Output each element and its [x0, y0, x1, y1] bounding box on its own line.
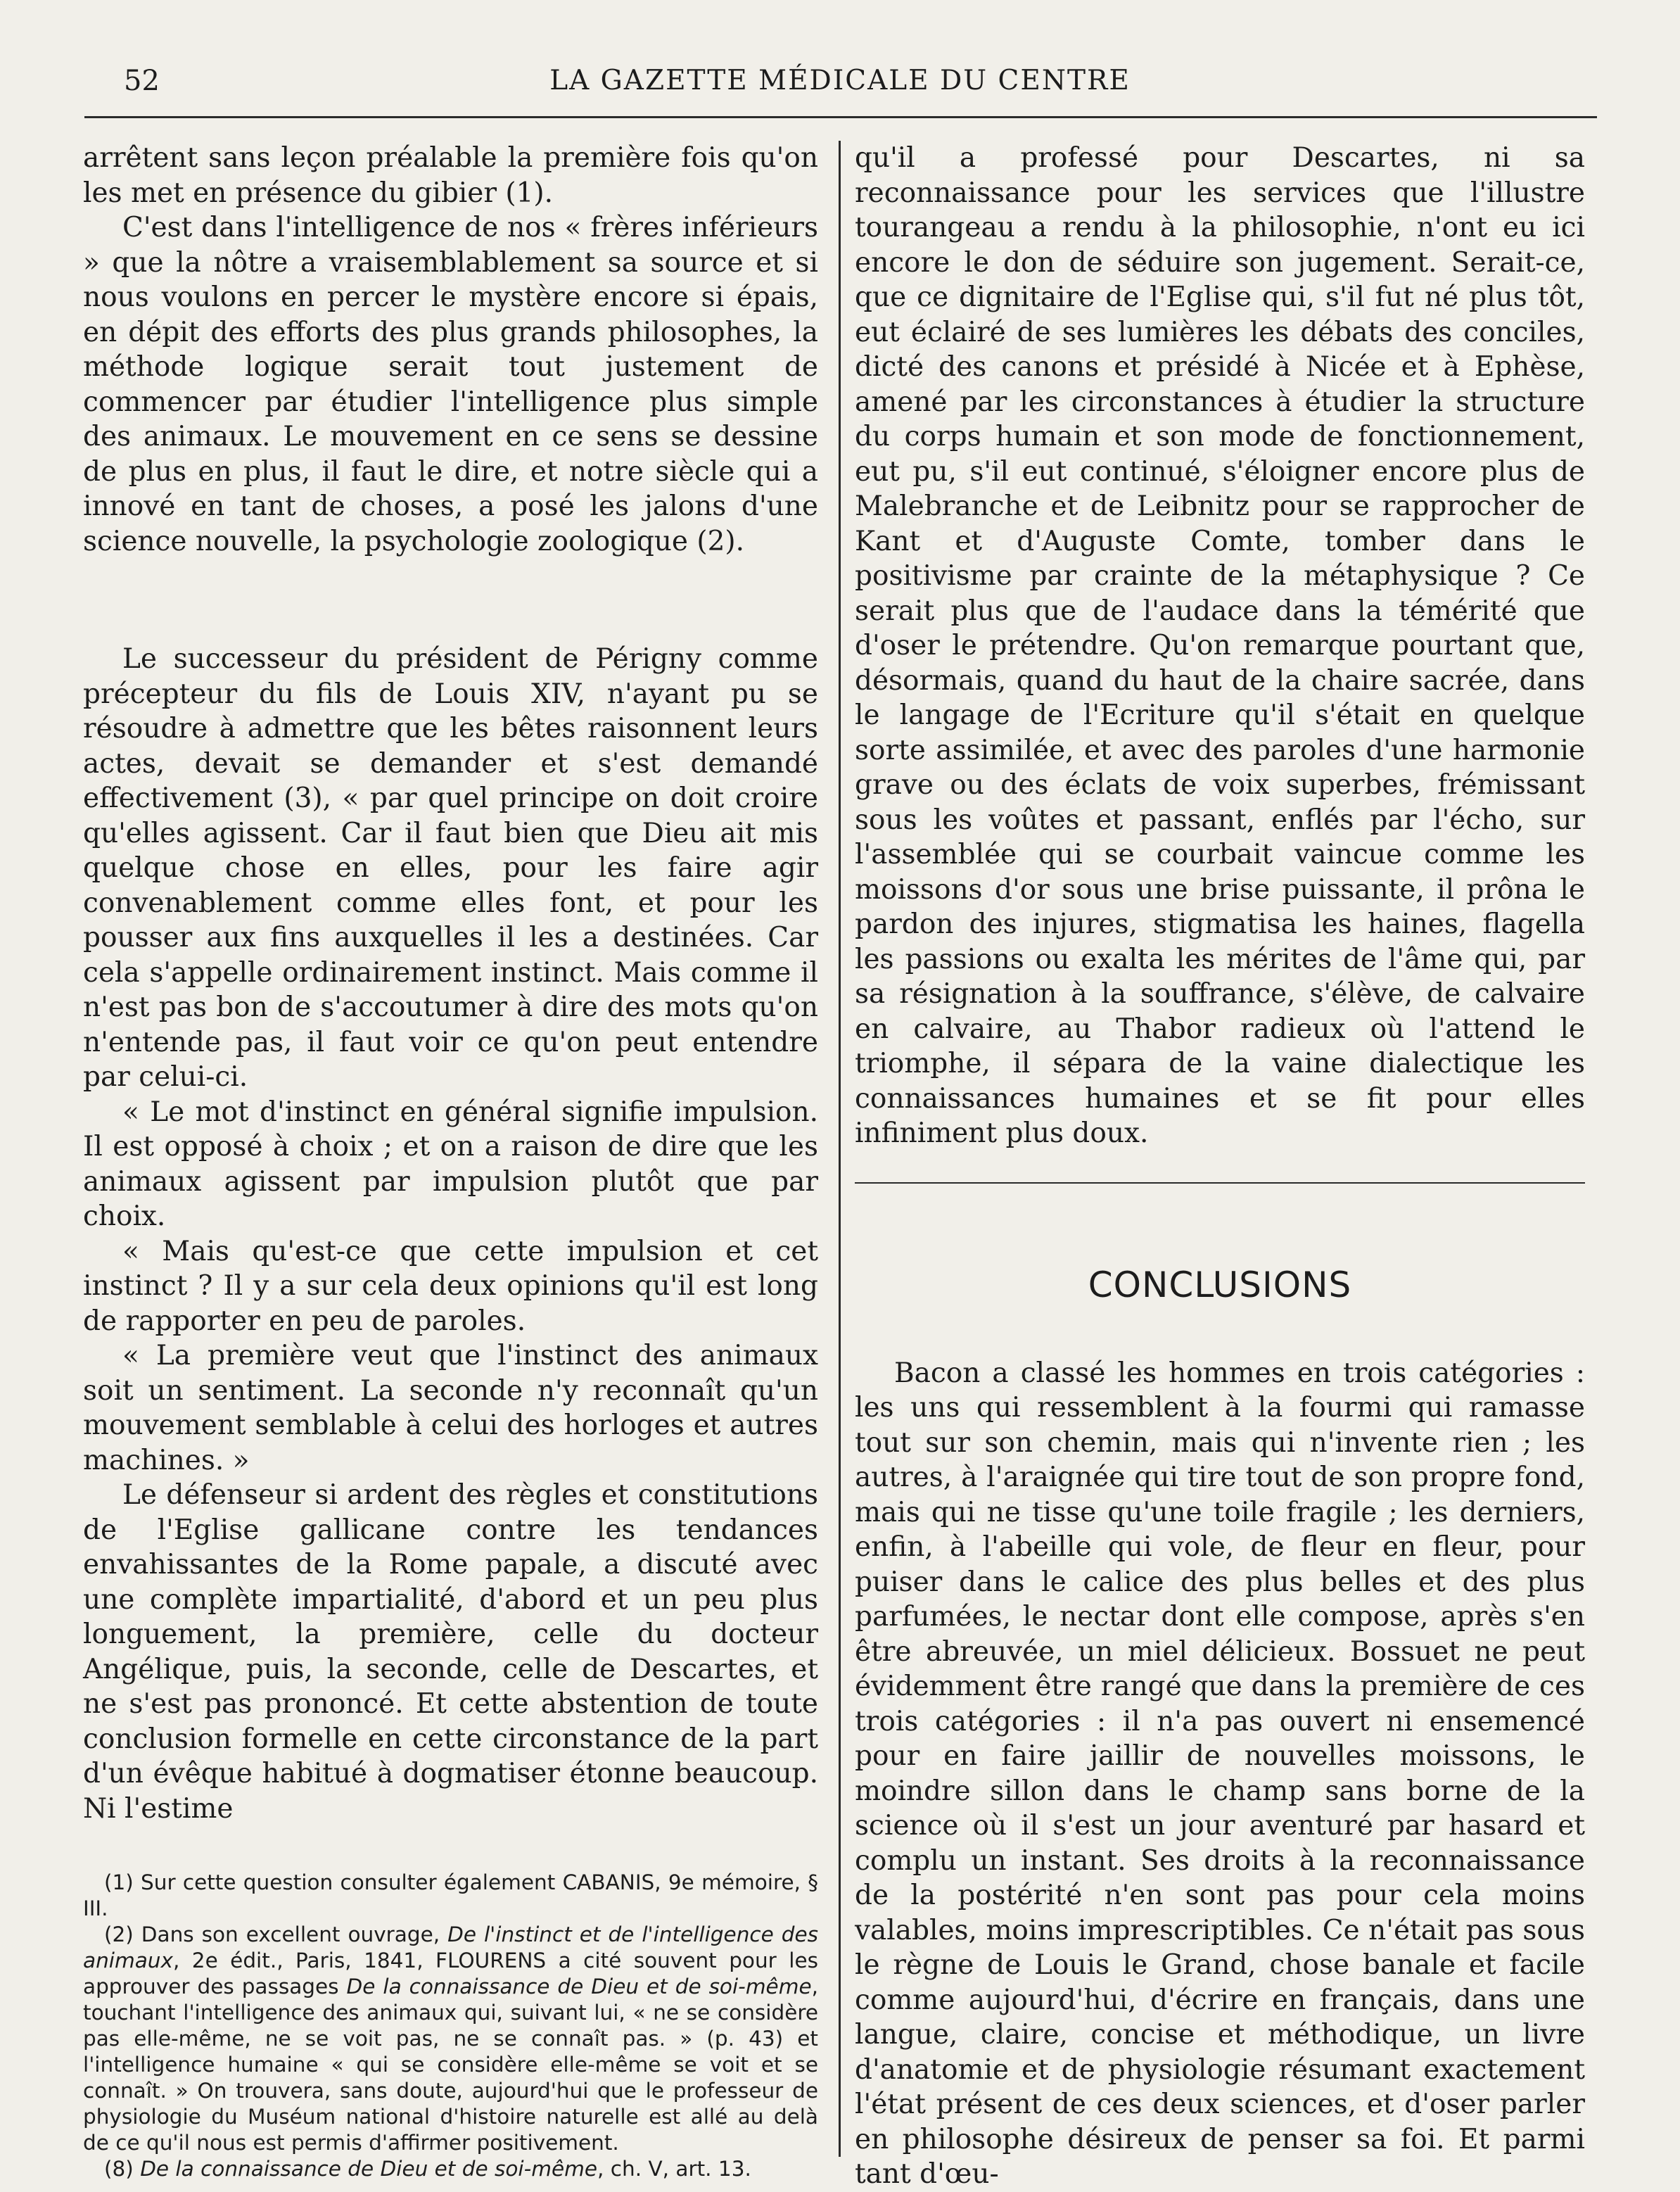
- paragraph: Bacon a classé les hommes en trois catégories : les uns qui ressemblent à la fourmi qui ramasse tout sur son chemin, mais qui n'invente rien ; les autres, à l'araignée qui tire tout de son propre fond, mais qui ne tisse qu'une toile fragile ; les derniers, enfin, à l'abeille qui vole, de fleur en fleur, pour puiser dans le calice des plus belles et des plus parfumées, le nectar dont elle compose, après s'en être abreuvée, un miel délicieux. Bossuet ne peut évidemment être rangé que dans la première de ces trois catégories : il n'a pas ouvert ni ensemencé pour en faire jaillir de nouvelles moissons, le moindre sillon dans le champ sans borne de la science où il s'est un jour aventuré par hasard et complu un instant. Ses droits à la reconnaissance de la postérité n'en sont pas pour cela moins valables, moins imprescriptibles. Ce n'était pas sous le règne de Louis le Grand, chose banale et facile comme aujourd'hui, d'écrire en français, dans une langue, claire, concise et méthodique, un livre d'anatomie et de physiologie résumant exactement l'état présent de ces deux sciences, et d'oser parler en philosophe désireux de penser sa foi. Et parmi tant d'œu-: [855, 1357, 1585, 2190]
- page-number: 52: [124, 65, 160, 97]
- footnotes: [83, 1870, 818, 2182]
- conclusions-text: [855, 1356, 1585, 2192]
- paragraph: « La première veut que l'instinct des animaux soit un sentiment. La seconde n'y reconnaît qu'un mouvement semblable à celui des horloges et autres machines. »: [83, 1340, 818, 1476]
- running-title: LA GAZETTE MÉDICALE DU CENTRE: [549, 65, 1131, 96]
- footnote-2: (2) Dans son excellent ouvrage, De l'instinct et de l'intelligence des animaux, 2e édit., Paris, 1841, FLOURENS a cité souvent pour les approuver des passages De la connaissance de Dieu et de soi-même, touchant l'intelligence des animaux qui, suivant lui, « ne se considère pas elle-même, ne se voit pas, ne se connaît pas. » (p. 43) et l'intelligence humaine « qui se considère elle-même se voit et se connaît. » On trouvera, sans doute, aujourd'hui que le professeur de physiologie du Muséum national d'histoire naturelle est allé au delà de ce qu'il nous est permis d'affirmer positivement.: [83, 1922, 818, 2155]
- section-rule: [855, 1182, 1585, 1184]
- footnote-3: (8) De la connaissance de Dieu et de soi-même, ch. V, art. 13.: [104, 2157, 751, 2181]
- footnote-1: (1) Sur cette question consulter également CABANIS, 9e mémoire, § III.: [83, 1870, 818, 1920]
- book-title: De la connaissance de Dieu et de soi-même: [140, 2157, 598, 2181]
- right-column: [855, 141, 1585, 2192]
- book-title: De l'instinct et de l'intelligence des animaux: [83, 1922, 818, 1972]
- paragraph: « Le mot d'instinct en général signifie impulsion. Il est opposé à choix ; et on a raison de dire que les animaux agissent par impulsion plutôt que par choix.: [83, 1096, 818, 1232]
- column-divider: [839, 141, 841, 2157]
- paragraph: Le successeur du président de Périgny comme précepteur du fils de Louis XIV, n'ayant pu se résoudre à admettre que les bêtes raisonnent leurs actes, devait se demander et s'est demandé effectivement (3), « par quel principe on doit croire qu'elles agissent. Car il faut bien que Dieu ait mis quelque chose en elles, pour les faire agir convenablement comme elles font, et pour les pousser aux fins auxquelles il les a destinées. Car cela s'appelle ordinairement instinct. Mais comme il n'est pas bon de s'accoutumer à dire des mots qu'on n'entende pas, il faut voir ce qu'on peut entendre par celui-ci.: [83, 643, 818, 1093]
- right-column-text: [855, 141, 1585, 1151]
- paragraph: arrêtent sans leçon préalable la première fois qu'on les met en présence du gibier (1).: [83, 142, 818, 209]
- section-title: CONCLUSIONS: [1088, 1264, 1352, 1305]
- left-column: [83, 141, 818, 2182]
- book-title: De la connaissance de Dieu et de soi-même: [346, 1975, 812, 1998]
- paragraph: « Mais qu'est-ce que cette impulsion et cet instinct ? Il y a sur cela deux opinions qu'il est long de rapporter en peu de paroles.: [83, 1235, 818, 1337]
- paragraph: qu'il a professé pour Descartes, ni sa reconnaissance pour les services que l'illustre tourangeau a rendu à la philosophie, n'ont eu ici encore le don de séduire son jugement. Serait-ce, que ce dignitaire de l'Eglise qui, s'il fut né plus tôt, eut éclairé de ses lumières les débats des conciles, dicté des canons et présidé à Nicée et à Ephèse, amené par les circonstances à étudier la structure du corps humain et son mode de fonctionnement, eut pu, s'il eut continué, s'éloigner encore plus de Malebranche et de Leibnitz pour se rapprocher de Kant et d'Auguste Comte, tomber dans le positivisme par crainte de la métaphysique ? Ce serait plus que de l'audace dans la témérité que d'oser le prétendre. Qu'on remarque pourtant que, désormais, quand du haut de la chaire sacrée, dans le langage de l'Ecriture qu'il s'était en quelque sorte assimilée, et avec des paroles d'une harmonie grave ou des éclats de voix superbes, frémissant sous les voûtes et passant, enflés par l'écho, sur l'assemblée qui se courbait vaincue comme les moissons d'or sous une brise puissante, il prôna le pardon des injures, stigmatisa les haines, flagella les passions ou exalta les mérites de l'âme qui, par sa résignation à la souffrance, s'élève, de calvaire en calvaire, au Thabor radieux où l'attend le triomphe, il sépara de la vaine dialectique les connaissances humaines et se fit pour elles infiniment plus doux.: [855, 142, 1585, 1149]
- left-column-text: [83, 141, 818, 1826]
- header-rule: [84, 116, 1597, 118]
- paragraph: Le défenseur si ardent des règles et constitutions de l'Eglise gallicane contre les tendances envahissantes de la Rome papale, a discuté avec une complète impartialité, d'abord et un peu plus longuement, la première, celle du docteur Angélique, puis, la seconde, celle de Descartes, et ne s'est pas prononcé. Et cette abstention de toute conclusion formelle en cette circonstance de la part d'un évêque habitué à dogmatiser étonne beaucoup. Ni l'estime: [83, 1479, 818, 1825]
- paragraph: C'est dans l'intelligence de nos « frères inférieurs » que la nôtre a vraisemblablement sa source et si nous voulons en percer le mystère encore si épais, en dépit des efforts des plus grands philosophes, la méthode logique serait tout justement de commencer par étudier l'intelligence plus simple des animaux. Le mouvement en ce sens se dessine de plus en plus, il faut le dire, et notre siècle qui a innové en tant de choses, a posé les jalons d'une science nouvelle, la psychologie zoologique (2).: [83, 212, 818, 557]
